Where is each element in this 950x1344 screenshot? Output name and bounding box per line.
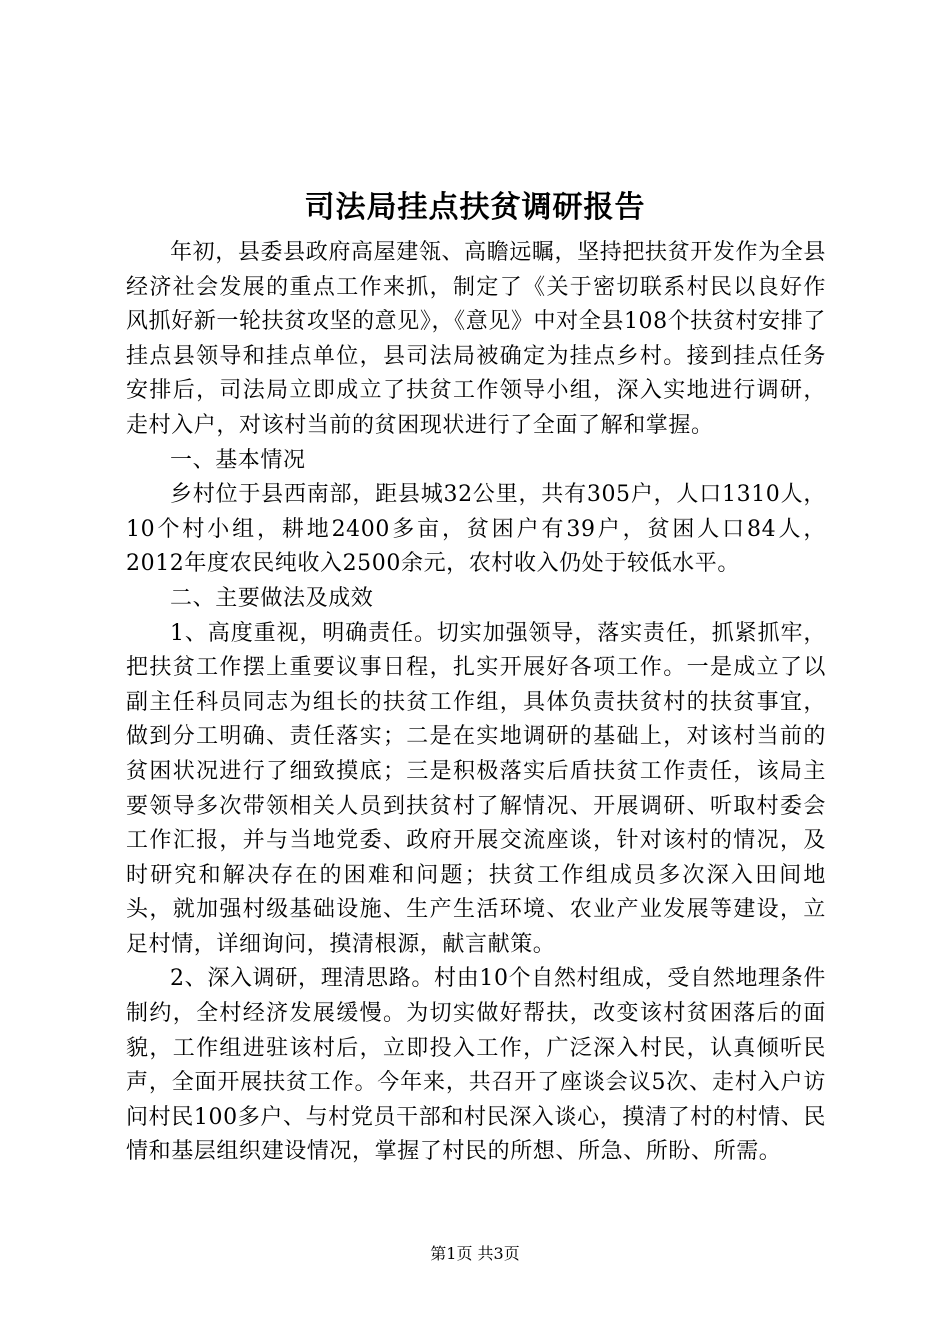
paragraph-basic-info: 乡村位于县西南部，距县城32公里，共有305户，人口1310人，10个村小组，耕地2400多亩，贫困户有39户，贫困人口84人，2012年度农民纯收入2500余元，农村收入仍处于较低水平。 xyxy=(126,482,826,577)
section-heading-basic: 一、基本情况 xyxy=(170,447,306,473)
page-footer: 第1页 共3页 xyxy=(430,1244,520,1263)
paragraph-measure-1: 1、高度重视，明确责任。切实加强领导，落实责任，抓紧抓牢，把扶贫工作摆上重要议事日程，扎实开展好各项工作。一是成立了以副主任科员同志为组长的扶贫工作组，具体负责扶贫村的扶贫事宜，做到分工明确、责任落实；二是在实地调研的基础上，对该村当前的贫困状况进行了细致摸底；三是积极落实后盾扶贫工作责任，该局主要领导多次带领相关人员到扶贫村了解情况、开展调研、听取村委会工作汇报，并与当地党委、政府开展交流座谈，针对该村的情况，及时研究和解决存在的困难和问题；扶贫工作组成员多次深入田间地头，就加强村级基础设施、生产生活环境、农业产业发展等建设，立足村情，详细询问，摸清根源，献言献策。 xyxy=(126,620,826,957)
document-body xyxy=(126,236,826,1170)
paragraph-measure-2: 2、深入调研，理清思路。村由10个自然村组成，受自然地理条件制约，全村经济发展缓慢。为切实做好帮扶，改变该村贫困落后的面貌，工作组进驻该村后，立即投入工作，广泛深入村民，认真倾听民声，全面开展扶贫工作。今年来，共召开了座谈会议5次、走村入户访问村民100多户、与村党员干部和村民深入谈心，摸清了村的村情、民情和基层组织建设情况，掌握了村民的所想、所急、所盼、所需。 xyxy=(126,966,826,1165)
section-heading-measures: 二、主要做法及成效 xyxy=(170,585,374,611)
paragraph-intro: 年初，县委县政府高屋建瓴、高瞻远瞩，坚持把扶贫开发作为全县经济社会发展的重点工作来抓，制定了《关于密切联系村民以良好作风抓好新一轮扶贫攻坚的意见》，《意见》中对全县108个扶贫村安排了挂点县领导和挂点单位，县司法局被确定为挂点乡村。接到挂点任务安排后，司法局立即成立了扶贫工作领导小组，深入实地进行调研，走村入户，对该村当前的贫困现状进行了全面了解和掌握。 xyxy=(126,240,826,438)
document-title: 司法局挂点扶贫调研报告 xyxy=(304,190,646,225)
